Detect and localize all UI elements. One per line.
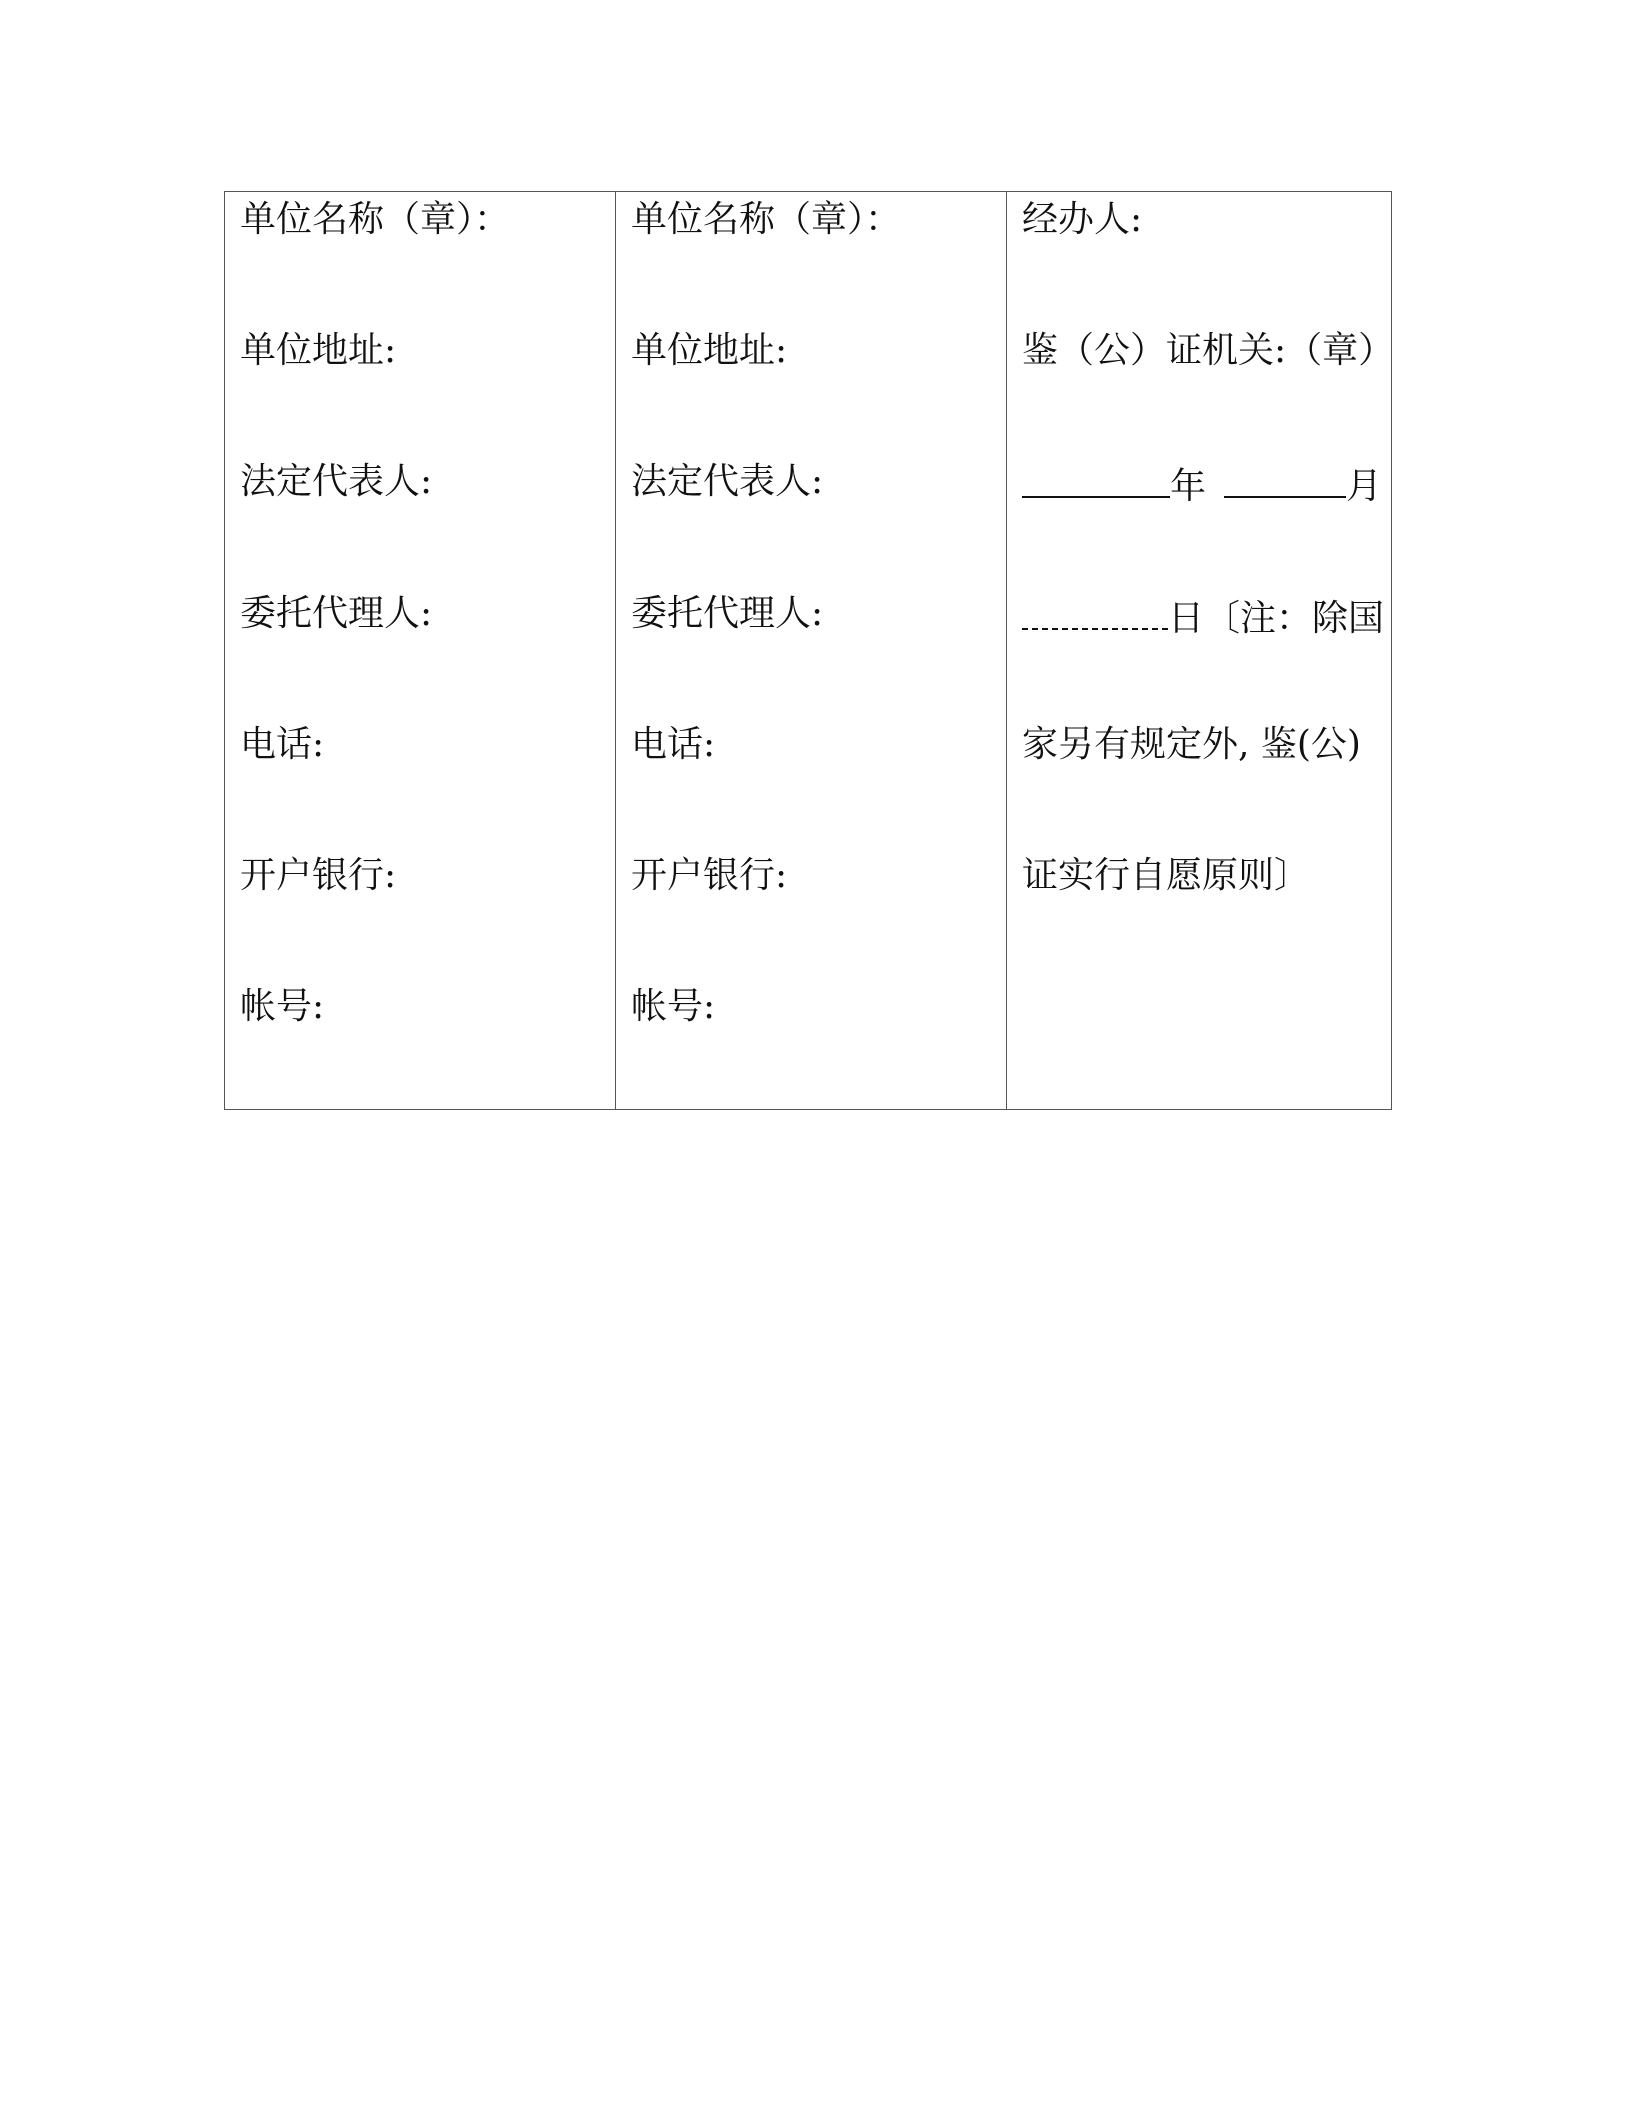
party-a-legal-rep-label: 法定代表人: <box>240 461 433 502</box>
notary-authority-label: 鉴（公）证机关:（章） <box>1022 330 1395 371</box>
note-line-2: 家另有规定外, 鉴(公) <box>1022 724 1361 765</box>
signature-table <box>224 191 1395 1110</box>
year-label: 年 <box>1170 466 1207 507</box>
party-a-address-label: 单位地址: <box>240 330 397 371</box>
party-a-agent-label: 委托代理人: <box>240 593 433 634</box>
party-b-column <box>616 192 1007 1109</box>
date-year-month-line <box>1022 460 1382 509</box>
party-b-account-label: 帐号: <box>631 986 716 1027</box>
party-b-name-label: 单位名称（章）： <box>631 199 902 240</box>
year-blank[interactable] <box>1022 460 1170 498</box>
day-label: 日〔注：除国 <box>1168 598 1385 639</box>
month-label: 月 <box>1346 466 1383 507</box>
notary-handler-label: 经办人: <box>1022 199 1143 240</box>
party-a-account-label: 帐号: <box>240 986 325 1027</box>
notary-column <box>1007 192 1395 1109</box>
party-b-legal-rep-label: 法定代表人: <box>631 461 824 502</box>
party-a-column <box>225 192 616 1109</box>
note-line-3: 证实行自愿原则〕 <box>1022 855 1311 896</box>
party-a-phone-label: 电话: <box>240 724 325 765</box>
party-a-bank-label: 开户银行: <box>240 855 397 896</box>
day-blank[interactable] <box>1022 592 1168 630</box>
party-b-agent-label: 委托代理人: <box>631 593 824 634</box>
party-a-name-label: 单位名称（章）： <box>240 199 511 240</box>
date-day-line <box>1022 592 1384 641</box>
month-blank[interactable] <box>1224 460 1346 498</box>
party-b-phone-label: 电话: <box>631 724 716 765</box>
party-b-bank-label: 开户银行: <box>631 855 788 896</box>
party-b-address-label: 单位地址: <box>631 330 788 371</box>
